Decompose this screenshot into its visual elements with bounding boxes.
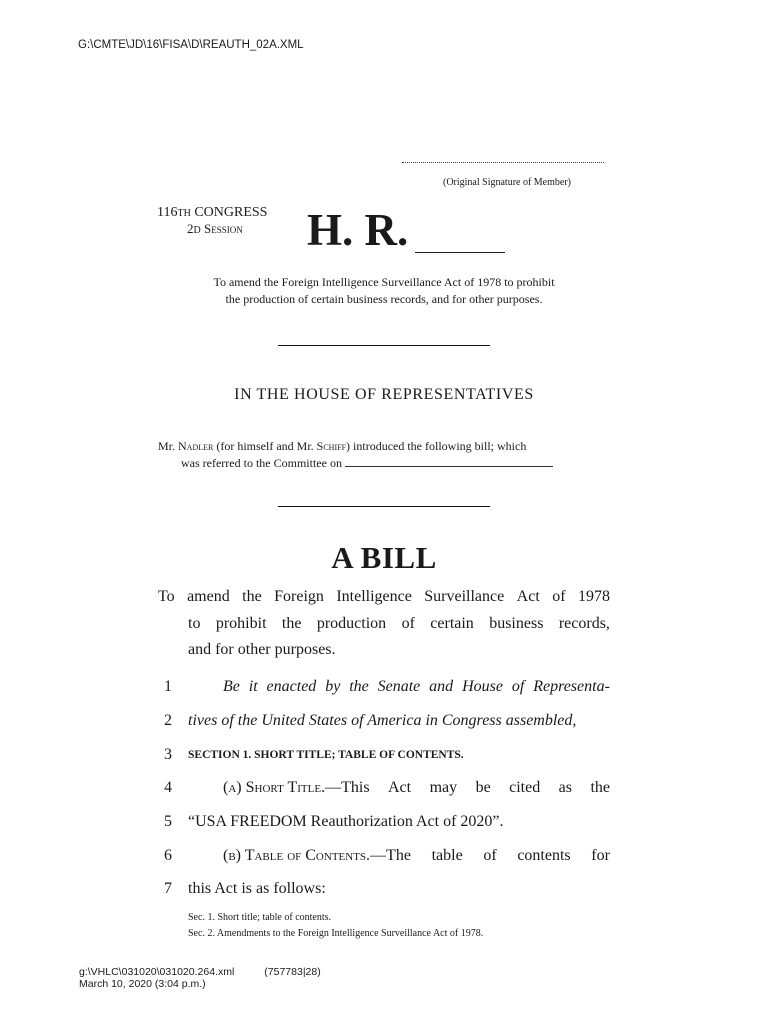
- intro-prefix: Mr.: [158, 439, 176, 453]
- word: by: [325, 678, 341, 695]
- word: prohibit: [215, 614, 267, 632]
- committee-blank: [345, 455, 553, 467]
- enacting-clause-line: [223, 678, 610, 696]
- intro-suffix: ) introduced the following bill; which: [346, 439, 527, 453]
- toc-entry: Sec. 1. Short title; table of contents.: [188, 912, 332, 923]
- sponsor-name: Nadler: [178, 439, 214, 453]
- word: —The: [370, 847, 411, 864]
- line-number: 1: [164, 678, 172, 695]
- line-number: 7: [164, 880, 172, 897]
- word: Foreign: [274, 588, 324, 605]
- long-purpose-line: [158, 584, 610, 611]
- file-path: G:\CMTE\JD\16\FISA\D\REAUTH_02A.XML: [78, 39, 304, 51]
- intro-middle: (for himself and Mr.: [216, 439, 314, 453]
- word: of: [552, 588, 566, 605]
- long-purpose: [158, 584, 610, 664]
- word: Act: [388, 779, 412, 796]
- word: and: [429, 678, 454, 695]
- word: for: [591, 847, 610, 864]
- word: be: [475, 779, 491, 796]
- congress-word: CONGRESS: [194, 205, 268, 220]
- word: of: [401, 614, 415, 632]
- word: Representa-: [533, 678, 610, 695]
- body-line: this Act is as follows:: [188, 880, 326, 897]
- short-title-text: “USA FREEDOM Reauthorization Act of 2020”.: [188, 813, 504, 830]
- introduction-line: [158, 455, 613, 472]
- word: table: [431, 847, 463, 864]
- body-line-words: [370, 847, 610, 865]
- session-suffix: D: [193, 225, 201, 236]
- footer-date: March 10, 2020 (3:04 p.m.): [79, 978, 206, 990]
- long-purpose-line: [158, 611, 610, 638]
- word: of: [483, 847, 497, 864]
- word: amend: [187, 588, 230, 605]
- line-number: 4: [164, 779, 172, 796]
- word: it: [248, 678, 258, 695]
- footer-code: (757783|28): [264, 966, 321, 978]
- word: cited: [509, 779, 541, 796]
- word: production: [316, 614, 387, 632]
- word: To: [158, 588, 175, 605]
- word: —This: [325, 779, 370, 796]
- word: Intelligence: [336, 588, 412, 605]
- word: to: [188, 614, 201, 632]
- long-purpose-line: [158, 637, 610, 664]
- chamber-heading: IN THE HOUSE OF REPRESENTATIVES: [234, 386, 534, 403]
- word: Senate: [377, 678, 421, 695]
- session-label: [187, 221, 243, 238]
- word: Act: [516, 588, 540, 605]
- short-purpose: [150, 274, 618, 308]
- cosponsor-name: Schiff: [316, 439, 347, 453]
- body-line-words: [325, 779, 610, 797]
- word: 1978: [577, 588, 610, 605]
- word: the: [590, 779, 610, 796]
- word: House: [462, 678, 503, 695]
- section-heading: SECTION 1. SHORT TITLE; TABLE OF CONTENTS.: [188, 749, 464, 761]
- divider-rule: [278, 506, 490, 507]
- congress-suffix: TH: [177, 208, 191, 219]
- line-number: 2: [164, 712, 172, 729]
- word: of: [511, 678, 525, 695]
- word: the: [349, 678, 369, 695]
- word: the: [281, 614, 302, 632]
- word: the: [242, 588, 262, 605]
- short-purpose-line: the production of certain business records, and for other purposes.: [225, 292, 543, 306]
- word: Be: [223, 678, 240, 695]
- congress-number: 116: [157, 205, 178, 220]
- bill-designation: H. R.: [307, 205, 409, 255]
- introduction-text: [158, 438, 613, 471]
- session-number: 2: [187, 221, 194, 236]
- footer: [79, 966, 321, 990]
- body-line: [223, 779, 610, 797]
- congress-label: [157, 205, 267, 221]
- subsection-heading: (b) Table of Contents.: [223, 847, 371, 864]
- enacting-clause-line: tives of the United States of America in Congress assembled,: [188, 712, 577, 729]
- subsection-heading: (a) Short Title.: [223, 779, 326, 796]
- line-number: 6: [164, 847, 172, 864]
- a-bill-heading: A BILL: [331, 540, 437, 575]
- short-purpose-line: To amend the Foreign Intelligence Surveillance Act of 1978 to prohibit: [213, 275, 555, 289]
- word: business: [489, 614, 544, 632]
- body-line: [223, 847, 610, 865]
- divider-rule: [278, 345, 490, 346]
- committee-referral: was referred to the Committee on: [181, 455, 342, 470]
- toc-entry: Sec. 2. Amendments to the Foreign Intelligence Surveillance Act of 1978.: [188, 928, 484, 939]
- line-number: 3: [164, 746, 172, 763]
- line-number: 5: [164, 813, 172, 830]
- word: may: [429, 779, 458, 796]
- footer-path: g:\VHLC\031020\031020.264.xml: [79, 966, 235, 978]
- word: as: [558, 779, 572, 796]
- footer-line: [79, 966, 321, 978]
- signature-label: (Original Signature of Member): [442, 177, 572, 188]
- signature-line: [402, 160, 604, 163]
- session-word: Session: [203, 221, 243, 236]
- introduction-line: [158, 438, 613, 455]
- word: records,: [558, 614, 610, 632]
- word: Surveillance: [424, 588, 505, 605]
- word: contents: [517, 847, 571, 864]
- word: and for other purposes.: [188, 641, 336, 658]
- word: enacted: [266, 678, 317, 695]
- word: certain: [430, 614, 474, 632]
- bill-number-blank: [415, 252, 505, 253]
